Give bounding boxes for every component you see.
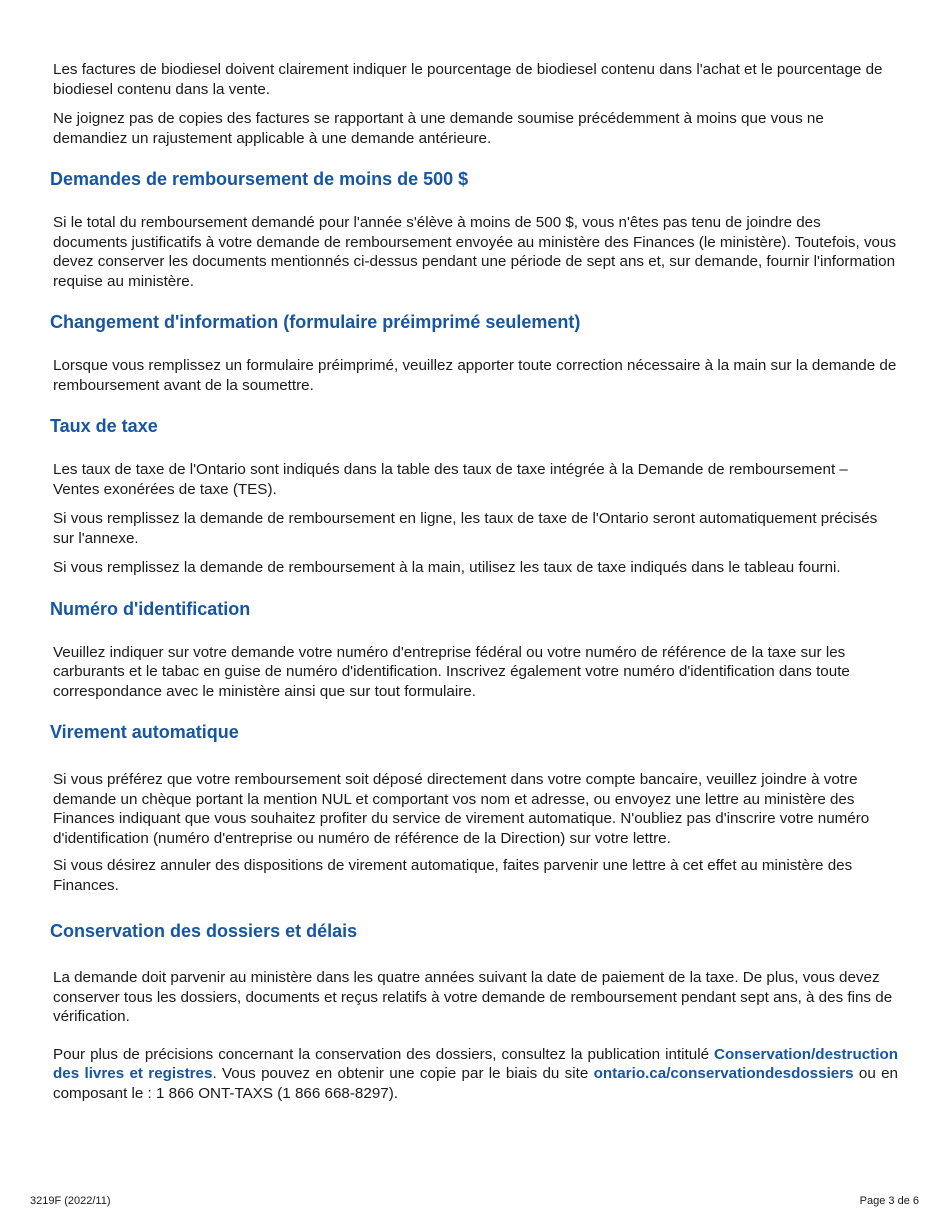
intro-paragraph-2: Ne joignez pas de copies des factures se rapportant à une demande soumise précédemment à moins que vous ne demandiez un rajustement applicable à une demande antérieure. <box>53 110 824 147</box>
heading-change-information: Changement d'information (formulaire préimprimé seulement) <box>50 312 581 332</box>
heading-identification-number: Numéro d'identification <box>50 598 251 619</box>
record-keeping-text-before: Pour plus de précisions concernant la conservation des dossiers, consultez la publication intitulé <box>53 1045 715 1063</box>
form-code: 3219F (2022/11) <box>30 1195 111 1207</box>
under-500-paragraph: Si le total du remboursement demandé pour l'année s'élève à moins de 500 $, vous n'êtes pas tenu de joindre des documents justificatifs à votre demande de remboursement envoyée au ministère des Finances (le ministère). Toutefois, vous devez conserver les documents mentionnés ci-dessus pendant une période de sept ans et, sur demande, fournir l'information requise au ministère. <box>53 214 897 290</box>
direct-deposit-paragraph-1: Si vous préférez que votre remboursement soit déposé directement dans votre compte bancaire, veuillez joindre à votre demande un chèque portant la mention NUL et comportant vos nom et adresse, ou envoyez une lettre au ministère des Finances indiquant que vous souhaitez profiter du service de virement automatique. N'oubliez pas d'inscrire votre numéro d'identification (numéro d'entreprise ou numéro de référence de la Direction) sur votre lettre. <box>53 771 870 847</box>
heading-tax-rate: Taux de taxe <box>50 416 158 436</box>
change-information-paragraph: Lorsque vous remplissez un formulaire préimprimé, veuillez apporter toute correction nécessaire à la main sur la demande de remboursement avant de la soumettre. <box>53 357 897 394</box>
document-body <box>50 60 898 1103</box>
tax-rate-paragraph-1: Les taux de taxe de l'Ontario sont indiqués dans la table des taux de taxe intégrée à la Demande de remboursement – Ventes exonérées de taxe (TES). <box>53 461 848 498</box>
heading-under-500: Demandes de remboursement de moins de 500 $ <box>50 169 469 189</box>
link-ontario-record-keeping-site[interactable]: ontario.ca/conservationdesdossiers <box>593 1065 854 1082</box>
intro-paragraph-1: Les factures de biodiesel doivent clairement indiquer le pourcentage de biodiesel contenu dans l'achat et le pourcentage de biodiesel contenu dans la vente. <box>53 61 883 98</box>
record-keeping-paragraph-1: La demande doit parvenir au ministère dans les quatre années suivant la date de paiement de la taxe. De plus, vous devez conserver tous les dossiers, documents et reçus relatifs à votre demande de remboursement pendant sept ans, à des fins de vérification. <box>53 969 893 1025</box>
link-books-and-records-publication[interactable]: Conservation/destruction des livres et registres <box>53 1045 898 1082</box>
direct-deposit-paragraph-2: Si vous désirez annuler des dispositions de virement automatique, faites parvenir une lettre à cet effet au ministère des Finances. <box>53 857 853 894</box>
record-keeping-text-middle: . Vous pouvez en obtenir une copie par le biais du site <box>212 1065 594 1082</box>
record-keeping-paragraph-2 <box>53 1045 898 1104</box>
heading-record-keeping: Conservation des dossiers et délais <box>50 921 358 941</box>
page-number: Page 3 de 6 <box>859 1195 919 1207</box>
record-keeping-text-after: ou en composant le : 1 866 ONT-TAXS (1 866 668-8297). <box>53 1065 898 1102</box>
identification-number-paragraph: Veuillez indiquer sur votre demande votre numéro d'entreprise fédéral ou votre numéro de référence de la taxe sur les carburants et le tabac en guise de numéro d'identification. Inscrivez également votre numéro d'identification dans toute correspondance avec le ministère ainsi que sur tout formulaire. <box>53 643 850 700</box>
heading-direct-deposit: Virement automatique <box>50 722 239 742</box>
tax-rate-paragraph-3: Si vous remplissez la demande de remboursement à la main, utilisez les taux de taxe indiqués dans le tableau fourni. <box>53 559 841 576</box>
tax-rate-paragraph-2: Si vous remplissez la demande de remboursement en ligne, les taux de taxe de l'Ontario seront automatiquement précisés sur l'annexe. <box>53 510 878 547</box>
